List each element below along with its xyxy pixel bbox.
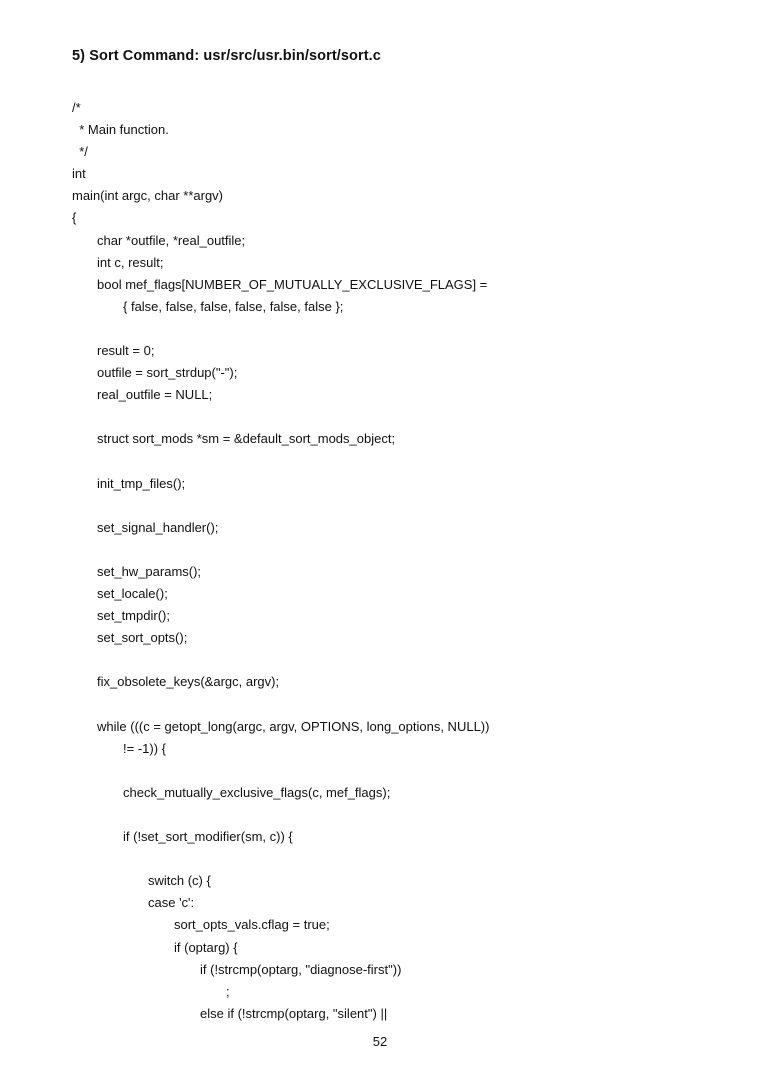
code-blank-line	[72, 694, 489, 716]
code-line: { false, false, false, false, false, false };	[123, 298, 344, 314]
code-line: fix_obsolete_keys(&argc, argv);	[97, 674, 280, 690]
code-line: char *outfile, *real_outfile;	[97, 232, 246, 248]
code-line: result = 0;	[97, 343, 155, 359]
code-blank-line	[72, 318, 489, 340]
code-line: if (optarg) {	[174, 939, 238, 955]
code-line: set_locale();	[97, 586, 168, 602]
page-number: 52	[372, 1034, 388, 1049]
code-line: set_signal_handler();	[97, 519, 219, 535]
code-blank-line	[72, 539, 489, 561]
code-line: struct sort_mods *sm = &default_sort_mods_object;	[97, 431, 396, 447]
code-blank-line	[72, 495, 489, 517]
code-line: ;	[226, 983, 230, 999]
section-heading: 5) Sort Command: usr/src/usr.bin/sort/sort.c	[72, 48, 381, 64]
code-blank-line	[72, 848, 489, 870]
code-line: while (((c = getopt_long(argc, argv, OPTIONS, long_options, NULL))	[97, 718, 490, 734]
code-line: real_outfile = NULL;	[97, 387, 213, 403]
code-line: init_tmp_files();	[97, 475, 186, 491]
code-blank-line	[72, 760, 489, 782]
code-blank-line	[72, 406, 489, 428]
code-line: * Main function.	[72, 122, 169, 138]
code-blank-line	[72, 451, 489, 473]
code-line: */	[72, 144, 88, 160]
code-blank-line	[72, 649, 489, 671]
code-line: outfile = sort_strdup("-");	[97, 365, 238, 381]
code-line: check_mutually_exclusive_flags(c, mef_flags);	[123, 784, 391, 800]
code-line: int c, result;	[97, 254, 164, 270]
code-listing	[72, 97, 489, 1025]
code-line: sort_opts_vals.cflag = true;	[174, 917, 330, 933]
code-line: switch (c) {	[148, 873, 211, 889]
code-line: main(int argc, char **argv)	[72, 188, 223, 204]
code-blank-line	[72, 804, 489, 826]
code-line: set_tmpdir();	[97, 608, 170, 624]
code-line: {	[72, 210, 77, 226]
code-line: /*	[72, 100, 81, 115]
code-line: != -1)) {	[123, 740, 166, 756]
code-line: case 'c':	[148, 895, 195, 911]
code-line: set_sort_opts();	[97, 630, 188, 646]
code-line: int	[72, 166, 86, 182]
code-line: if (!set_sort_modifier(sm, c)) {	[123, 829, 293, 845]
code-line: else if (!strcmp(optarg, "silent") ||	[200, 1005, 388, 1021]
code-line: if (!strcmp(optarg, "diagnose-first"))	[200, 961, 402, 977]
code-line: bool mef_flags[NUMBER_OF_MUTUALLY_EXCLUSIVE_FLAGS] =	[97, 276, 488, 292]
code-line: set_hw_params();	[97, 563, 202, 579]
